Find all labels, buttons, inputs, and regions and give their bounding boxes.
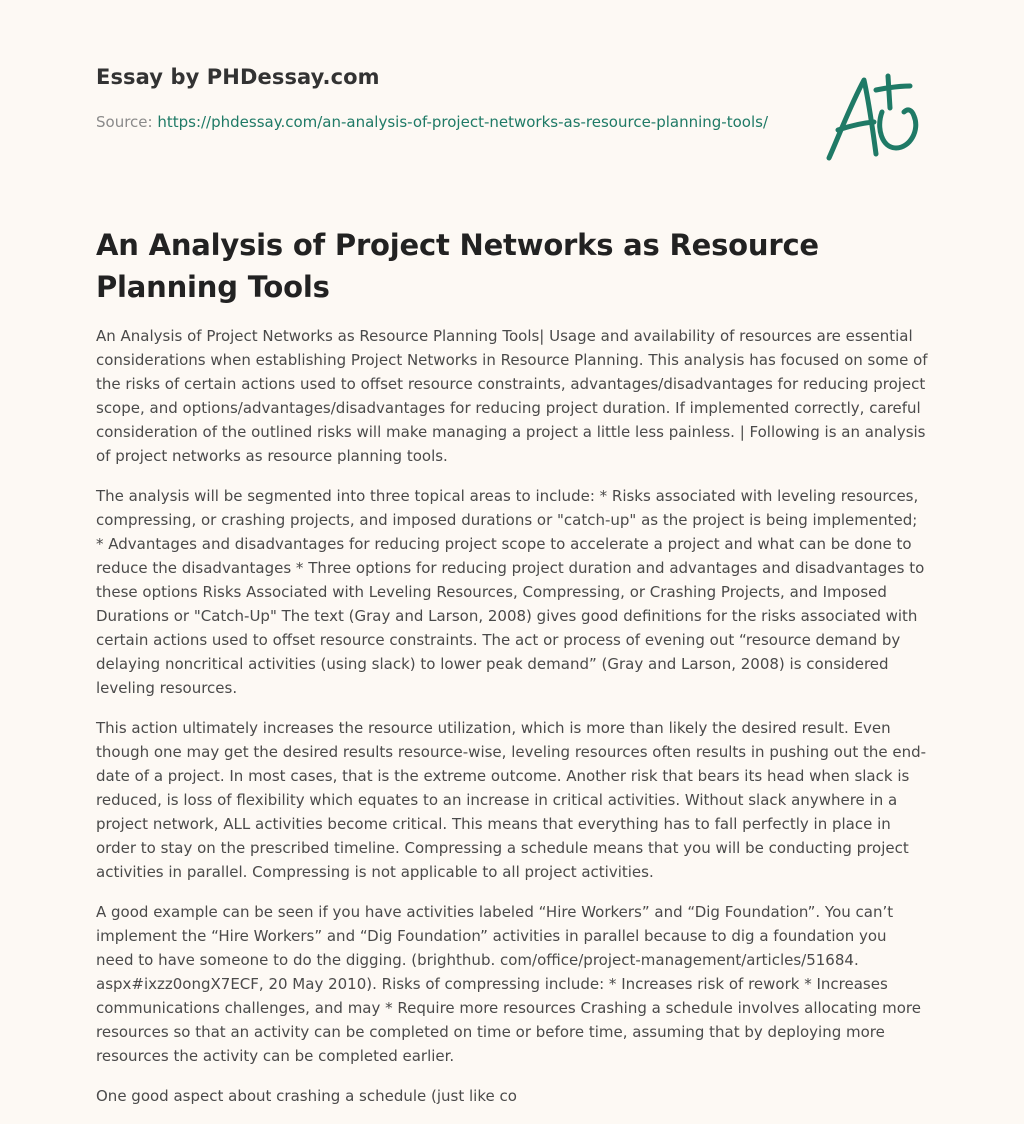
- essay-body: [96, 324, 928, 1124]
- essay-title: An Analysis of Project Networks as Resource Planning Tools: [96, 228, 819, 304]
- essay-paragraph: An Analysis of Project Networks as Resource Planning Tools| Usage and availability of resources are essential considerations when establishing Project Networks in Resource Planning. This analysis has focused on some of the risks of certain actions used to offset resource constraints, advantages/disadvantages for reducing project scope, and options/advantages/disadvantages for reducing project duration. If implemented correctly, careful consideration of the outlined risks will make managing a project a little less painless. | Following is an analysis of project networks as resource planning tools.: [96, 327, 928, 465]
- essay-paragraph: This action ultimately increases the resource utilization, which is more than likely the desired result. Even though one may get the desired results resource-wise, leveling resources often results in pushing out the end-date of a project. In most cases, that is the extreme outcome. Another risk that bears its head when slack is reduced, is loss of flexibility which equates to an increase in critical activities. Without slack anywhere in a project network, ALL activities become critical. This means that everything has to fall perfectly in place in order to stay on the prescribed timeline. Compressing a schedule means that you will be conducting project activities in parallel. Compressing is not applicable to all project activities.: [96, 719, 927, 881]
- site-brand: Essay by PHDessay.com: [96, 65, 380, 89]
- a-plus-logo-icon: [824, 68, 924, 164]
- source-label: Source:: [96, 113, 158, 131]
- essay-paragraph: A good example can be seen if you have activities labeled “Hire Workers” and “Dig Foundation”. You can’t implement the “Hire Workers” and “Dig Foundation” activities in parallel because to dig a foundation you need to have someone to do the digging. (brighthub. com/office/project-management/articles/51684. aspx#ixzz0ongX7ECF, 20 May 2010). Risks of compressing include: * Increases risk of rework * Increases communications challenges, and may * Require more resources Crashing a schedule involves allocating more resources so that an activity can be completed on time or before time, assuming that by deploying more resources the activity can be completed earlier.: [96, 903, 921, 1065]
- source-link[interactable]: https://phdessay.com/an-analysis-of-project-networks-as-resource-planning-tools/: [157, 113, 768, 131]
- source-line: [96, 110, 776, 134]
- essay-paragraph: The analysis will be segmented into three topical areas to include: * Risks associated with leveling resources, compressing, or crashing projects, and imposed durations or "catch-up" as the project is being implemented; * Advantages and disadvantages for reducing project scope to accelerate a project and what can be done to reduce the disadvantages * Three options for reducing project duration and advantages and disadvantages to these options Risks Associated with Leveling Resources, Compressing, or Crashing Projects, and Imposed Durations or "Catch-Up" The text (Gray and Larson, 2008) gives good definitions for the risks associated with certain actions used to offset resource constraints. The act or process of evening out “resource demand by delaying noncritical activities (using slack) to lower peak demand” (Gray and Larson, 2008) is considered leveling resources.: [96, 487, 925, 697]
- essay-paragraph: One good aspect about crashing a schedule (just like co: [96, 1087, 517, 1105]
